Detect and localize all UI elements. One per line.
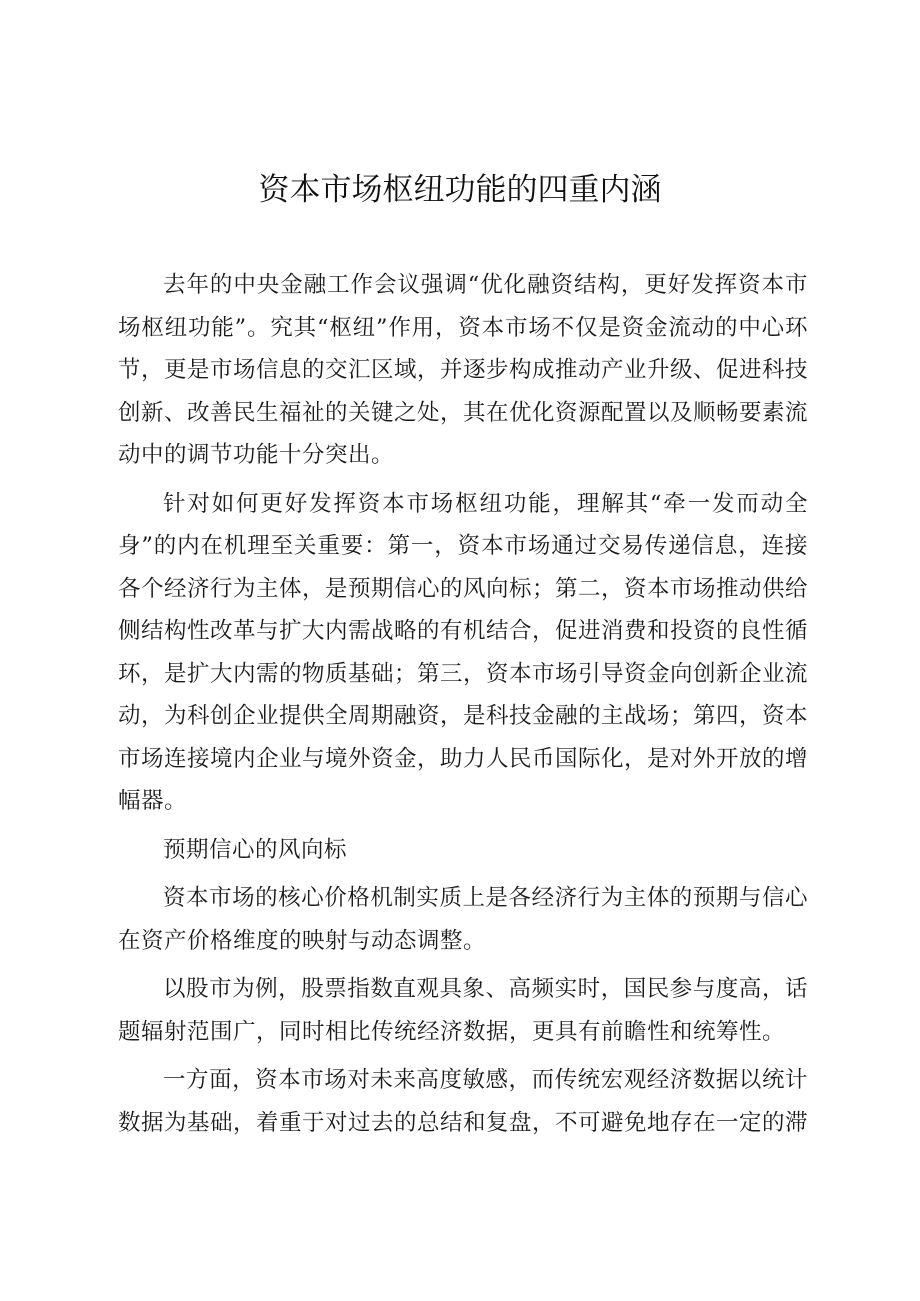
- document-title: 资本市场枢纽功能的四重内涵: [258, 172, 662, 208]
- paragraph-stock-index: 以股市为例，股票指数直观具象、高频实时，国民参与度高，话题辐射范围广，同时相比传统经济数据，更具有前瞻性和统筹性。: [118, 976, 808, 1045]
- paragraph-intro: 去年的中央金融工作会议强调“优化融资结构，更好发挥资本市场枢纽功能”。究其“枢纽”作用，资本市场不仅是资金流动的中心环节，更是市场信息的交汇区域，并逐步构成推动产业升级、促进科技创新、改善民生福祉的关键之处，其在优化资源配置以及顺畅要素流动中的调节功能十分突出。: [118, 272, 809, 468]
- section-heading-expectation: 预期信心的风向标: [163, 836, 348, 863]
- paragraph-four-functions: 针对如何更好发挥资本市场枢纽功能，理解其“牵一发而动全身”的内在机理至关重要：第一，资本市场通过交易传递信息，连接各个经济行为主体，是预期信心的风向标；第二，资本市场推动供给侧结构性改革与扩大内需战略的有机结合，促进消费和投资的良性循环，是扩大内需的物质基础；第三，资本市场引导资金向创新企业流动，为科创企业提供全周期融资，是科技金融的主战场；第四，资本市场连接境内企业与境外资金，助力人民币国际化，是对外开放的增幅器。: [118, 490, 809, 814]
- document-body: [118, 264, 808, 1144]
- paragraph-price-mechanism: 资本市场的核心价格机制实质上是各经济行为主体的预期与信心在资产价格维度的映射与动态调整。: [118, 885, 808, 954]
- paragraph-forward-looking: 一方面，资本市场对未来高度敏感，而传统宏观经济数据以统计数据为基础，着重于对过去的总结和复盘，不可避免地存在一定的滞: [118, 1067, 809, 1136]
